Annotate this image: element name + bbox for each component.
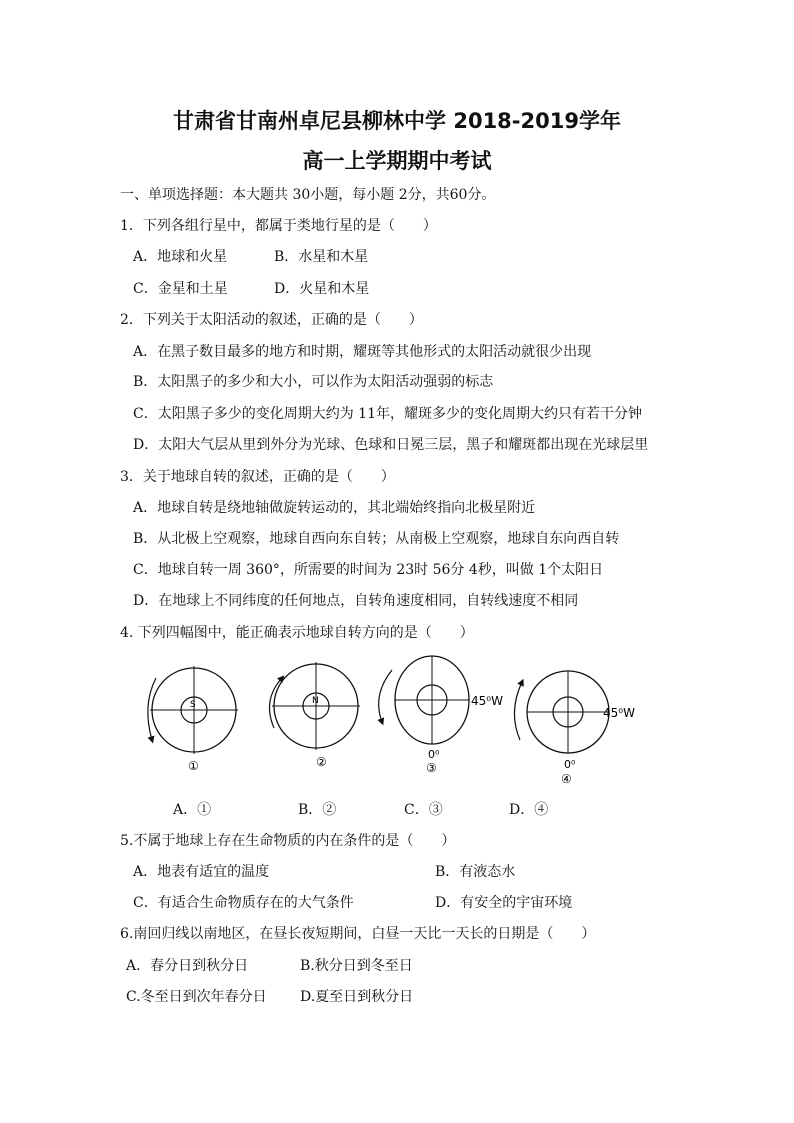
exam-title-line1: 甘肃省甘南州卓尼县柳林中学 2018-2019学年 bbox=[173, 109, 621, 133]
question-3-option-c[interactable]: C．地球自转一周 360°，所需要的时间为 23时 56分 4秒，叫做 1个太阳日 bbox=[133, 562, 604, 578]
figure-panel-3 bbox=[379, 656, 503, 775]
panel-caption: ① bbox=[188, 759, 199, 773]
question-6-option-b[interactable]: B.秋分日到冬至日 bbox=[300, 958, 413, 974]
equator-label: 0⁰ bbox=[428, 748, 440, 761]
question-4-option-a[interactable]: A．① bbox=[173, 802, 212, 818]
question-1-option-c[interactable]: C．金星和土星 bbox=[133, 281, 228, 297]
question-5-option-b[interactable]: B．有液态水 bbox=[435, 864, 516, 880]
question-1-option-d[interactable]: D．火星和木星 bbox=[274, 281, 370, 297]
meridian-label: 45⁰W bbox=[603, 706, 635, 720]
panel-caption: ③ bbox=[426, 761, 437, 775]
question-3-option-b[interactable]: B．从北极上空观察，地球自西向东自转；从南极上空观察，地球自东向西自转 bbox=[133, 531, 620, 547]
rotation-arrow bbox=[270, 678, 283, 728]
question-6-stem: 6.南回归线以南地区，在昼长夜短期间，白昼一天比一天长的日期是（ ） bbox=[120, 926, 596, 942]
question-5-option-a[interactable]: A．地表有适宜的温度 bbox=[133, 864, 270, 880]
equator-label: 0⁰ bbox=[564, 758, 576, 771]
figure-panel-4 bbox=[514, 671, 635, 786]
rotation-arrow bbox=[514, 682, 522, 740]
question-6-option-c[interactable]: C.冬至日到次年春分日 bbox=[126, 989, 267, 1005]
question-2-option-d[interactable]: D．太阳大气层从里到外分为光球、色球和日冕三层，黑子和耀斑都出现在光球层里 bbox=[133, 437, 649, 453]
question-1-stem: 1．下列各组行星中，都属于类地行星的是（ ） bbox=[120, 218, 437, 234]
figure-panel-1 bbox=[148, 666, 238, 773]
question-4-option-c[interactable]: C．③ bbox=[404, 802, 443, 818]
figure-panel-2 bbox=[270, 662, 361, 769]
question-3-option-a[interactable]: A．地球自转是绕地轴做旋转运动的，其北端始终指向北极星附近 bbox=[133, 500, 536, 516]
exam-title-line2: 高一上学期期中考试 bbox=[302, 149, 492, 173]
question-5-option-c[interactable]: C．有适合生命物质存在的大气条件 bbox=[133, 895, 354, 911]
question-2-option-a[interactable]: A．在黑子数目最多的地方和时期，耀斑等其他形式的太阳活动就很少出现 bbox=[133, 344, 592, 360]
meridian-label: 45⁰W bbox=[471, 694, 503, 708]
pole-label: N bbox=[312, 696, 319, 706]
section-heading: 一、单项选择题：本大题共 30小题，每小题 2分，共60分。 bbox=[120, 187, 496, 203]
question-4-option-d[interactable]: D．④ bbox=[509, 802, 549, 818]
panel-caption: ④ bbox=[561, 772, 572, 786]
question-3-stem: 3．关于地球自转的叙述，正确的是（ ） bbox=[120, 469, 395, 485]
question-3-option-d[interactable]: D．在地球上不同纬度的任何地点，自转角速度相同，自转线速度不相同 bbox=[133, 593, 579, 609]
question-6-option-d[interactable]: D.夏至日到秋分日 bbox=[300, 989, 414, 1005]
question-2-option-b[interactable]: B．太阳黑子的多少和大小，可以作为太阳活动强弱的标志 bbox=[133, 374, 494, 390]
question-5-option-d[interactable]: D．有安全的宇宙环境 bbox=[435, 895, 573, 911]
pole-label: S bbox=[190, 700, 196, 710]
question-5-stem: 5.不属于地球上存在生命物质的内在条件的是（ ） bbox=[120, 833, 456, 849]
rotation-arrow bbox=[379, 670, 392, 722]
question-2-stem: 2．下列关于太阳活动的叙述，正确的是（ ） bbox=[120, 312, 423, 328]
panel-caption: ② bbox=[316, 755, 327, 769]
question-4-stem: 4. 下列四幅图中，能正确表示地球自转方向的是（ ） bbox=[120, 625, 474, 641]
question-1-option-b[interactable]: B．水星和木星 bbox=[274, 249, 369, 265]
question-2-option-c[interactable]: C．太阳黑子多少的变化周期大约为 11年，耀斑多少的变化周期大约只有若干分钟 bbox=[133, 406, 642, 422]
question-1-option-a[interactable]: A．地球和火星 bbox=[133, 249, 228, 265]
question-4-option-b[interactable]: B．② bbox=[298, 802, 337, 818]
earth-rotation-figure bbox=[130, 650, 650, 795]
question-6-option-a[interactable]: A．春分日到秋分日 bbox=[126, 958, 249, 974]
